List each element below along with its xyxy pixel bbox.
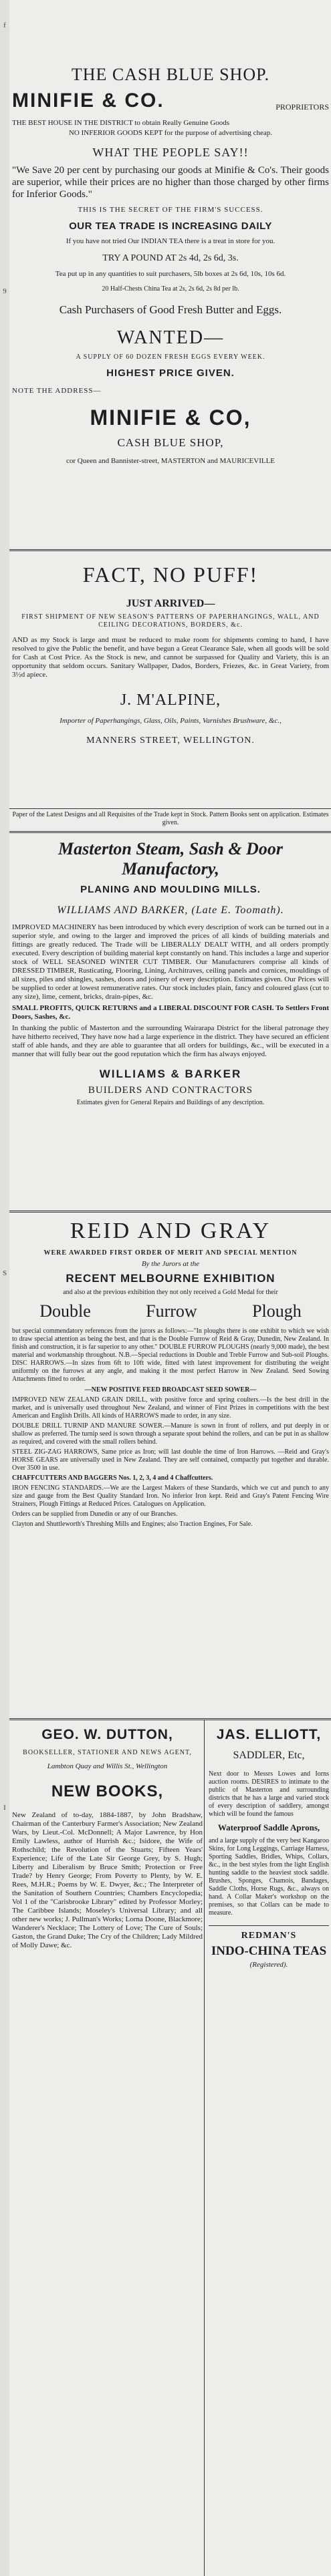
mills-line: PLANING AND MOULDING MILLS. — [80, 884, 261, 895]
trade-note: Paper of the Latest Designs and all Requisites of the Trade kept in Stock. Pattern Books sent on application. Estimates given. — [12, 811, 329, 826]
shop-name: CASH BLUE SHOP, — [117, 436, 224, 449]
ad-cash-blue-shop — [12, 64, 329, 466]
tea-brand: INDO-CHINA TEAS — [211, 1944, 327, 1958]
ad-williams-barker — [12, 839, 329, 1107]
ad-mcalpine-footer — [12, 811, 329, 827]
tea-heading: OUR TEA TRADE IS INCREASING DAILY — [69, 220, 272, 232]
product-line: Waterproof Saddle Aprons, — [217, 1822, 320, 1832]
ad-title: THE CASH BLUE SHOP. — [71, 65, 270, 84]
shop-address: cor Queen and Bannister-street, MASTERTON and MAURICEVILLE — [66, 457, 275, 465]
divider — [9, 808, 331, 809]
shop-address: MANNERS STREET, WELLINGTON. — [86, 736, 255, 746]
zigzag-paragraph: STEEL ZIG-ZAG HARROWS, Same price as Iron; will last double the time of Iron Harrows. —Reid and Gray's HORSE GEARS are universally used in New Zealand. They are self contained, compactly put together and durable. Over 3500 in use. — [12, 1448, 329, 1472]
ad-title: REID AND GRAY — [70, 1219, 271, 1243]
motto-line: SMALL PROFITS, QUICK RETURNS and a LIBERAL DISCOUNT FOR CASH. To Settlers Front Doors, Sashes, &c. — [12, 1004, 329, 1021]
orders-line: Orders can be supplied from Dunedin or any of our Branches. — [12, 1510, 178, 1518]
ad-body-2: In thanking the public of Masterton and the surrounding Wairarapa District for the liberal patronage they have hitherto received, They have now had a large experience in the district. They have secured an efficient staff of able hands, and they are able to guarantee that all orders for buildings, &c., will be executed in a manner that will fully bear out the good reputation which the firm has always enjoyed. — [12, 1024, 329, 1058]
ad-elliott — [209, 1726, 329, 1969]
pay-line: TRY A POUND AT 2s 4d, 2s 6d, 3s. — [102, 253, 239, 263]
wanted-heading: WANTED— — [116, 327, 225, 348]
ad-body: New Zealand of to-day, 1884-1887, by John Bradshaw, Chairman of the Canterbury Farmer's Association; New Zealand Wars, by Lieut.-Col. McDonnell; A Major Lawrence, by Hon Emily Lawless, author of Hurrish &c.; Isidore, the Wife of Rothschild; the Revolution of the Stuarts; Fifteen Years' Experience; Life of the Late Sir George Grey, by S. Hugh; Liberty and Liberalism by Bruce Smith; Protection or Free Trade? by Henry George; From Poverty to Plenty, by W. E. Rees, M.H.R.; Poems by W. E. Dwyer, &c.; The Interpreter of the Sanitation of Southern Countries; Chambers Encyclopedia; Vol 1 of the "Carisbrooke Library" edited by Professor Morley; The Caribbee Islands; Moseley's Universal Library; and all other new works; J. Pullman's Works; Lorna Doone, Blackmore; Wanderer's Necklace; The Lottery of Love; The Cure of Souls; Gaston, the Grand Duke; The Cry of the Children; Lady Mildred of Molly Dawe; &c. — [12, 1811, 203, 1949]
supply-line: A SUPPLY OF 60 DOZEN FRESH EGGS EVERY WEEK. — [76, 353, 265, 361]
ad-body: IMPROVED MACHINERY has been introduced by which every description of work can be turned out in a superior style, and owing to the larger and improved the prices of all kinds of building materials and fittings are greatly reduced. The Trade will be LIBERALLY DEALT WITH, and all orders promptly executed. Every description of building material kept constantly on hand. This includes a large and superior stock of WELL SEASONED WINTER CUT TIMBER. Our Manufacturers comprise all kinds of DRESSED TIMBER, Rusticating, Flooring, Lining, Architraves, ceiling panels and cornices, mouldings of all sizes, piles and shingles, sashes, doors and joinery of every description. Estimates given. Our Prices will be supplied to order at lowest remunerative rates. Our stock includes plain, fancy and coloured glass (cut to any size), lime, cement, bricks, drain-pipes, &c. — [12, 923, 329, 1001]
address-note: NOTE THE ADDRESS— — [12, 387, 102, 395]
tea-line: If you have not tried Our INDIAN TEA there is a treat in store for you. — [66, 237, 275, 245]
registered-mark: (Registered). — [249, 1961, 288, 1969]
product-word: Furrow — [146, 1301, 197, 1321]
ad-title: Masterton Steam, Sash & Door Manufactory, — [58, 839, 283, 878]
just-arrived: JUST ARRIVED— — [126, 598, 215, 609]
importer-line: Importer of Paperhangings, Glass, Oils, Paints, Varnishes Brushware, &c., — [60, 717, 282, 725]
firm-name: JAS. ELLIOTT, — [216, 1727, 322, 1742]
ad-body-2: and a large supply of the very best Kangaroo Skins, for Long Leggings, Carriage Harness, Sporting Saddles, Bridles, Whips, Collars, &c., in the best styles from the light English hunting saddle to the heaviest stock saddle. Brushes, Sponges, Chamois, Bandages, Saddle Cloths, Horse Rugs, &c., always on hand. A Collar Maker's workshop on the premises, so that Collars can be made to measure. — [209, 1837, 329, 1917]
product-word: Double — [39, 1301, 91, 1321]
trade-line: BOOKSELLER, STATIONER AND NEWS AGENT, — [23, 1749, 192, 1756]
product-line — [12, 1301, 329, 1322]
secret-line: THIS IS THE SECRET OF THE FIRM'S SUCCESS. — [78, 206, 263, 214]
ad-body: AND as my Stock is large and must be reduced to make room for shipments coming to hand, I have resolved to give the Public the benefit, and have begun a Great Clearance Sale, when all goods will be sold for Cash at Cost Price. As the Stock is new, and cannot be surpassed for Quality and Variety, this is an opportunity that seldom occurs. Sanitary Wallpaper, Dados, Borders, Friezes, &c. in Great Variety, from 3½d apiece. — [12, 636, 329, 679]
firm-name: MINIFIE & CO, — [90, 406, 251, 430]
divider — [209, 1925, 329, 1926]
chaffcutters-line: CHAFFCUTTERS AND BAGGERS Nos. 1, 2, 3, 4 and 4 Chaffcutters. — [12, 1474, 213, 1482]
manure-paragraph: DOUBLE DRILL TURNIP AND MANURE SOWER.—Manure is sown in front of rollers, and put deeply in or shallow as preferred. The turnip seed is sown through a separate spout behind the rollers, and can be put in as shallow as required, and covered with the small rollers behind. — [12, 1422, 329, 1446]
inferior-goods-line: NO INFERIOR GOODS KEPT for the purpose of advertising cheap. — [68, 129, 273, 137]
proprietors-label: PROPRIETORS — [275, 102, 329, 112]
ad-dutton — [12, 1726, 203, 1950]
divider — [9, 549, 331, 551]
half-chests-line: 20 Half-Chests China Tea at 2s, 2s 6d, 2s 8d per lb. — [102, 285, 239, 293]
divider — [9, 1718, 331, 1720]
ad-body: but special commendatory references from the jurors as follows:—"In ploughs there is one exhibit to which we wish to draw special attention as being the best, and that is the Double Furrow of Reid & Gray, Dunedin, New Zealand. In finish and construction, it is far superior to any other." DOUBLE FURROW PLOUGHS (nearly 9,000 made), the best material and workmanship throughout. N.B.—Special reductions in Double and Treble Furrow and Sub-soil Ploughs. DISC HARROWS.—In sizes from 6ft to 10ft wide, fitted with latest improvement for distributing the weight uniformly on the furrows at any angle, and making it the most perfect Harrow in New Zealand. Seed Sowing Attachments fitted to order. — [12, 1327, 329, 1383]
column-divider — [204, 1720, 205, 2576]
firm-tag-2: BUILDERS AND CONTRACTORS — [88, 1085, 253, 1096]
section-heading: NEW BOOKS, — [51, 1782, 164, 1800]
exhibition-line: RECENT MELBOURNE EXHIBITION — [66, 1272, 275, 1285]
awarded-line: WERE AWARDED FIRST ORDER OF MERIT AND SPECIAL MENTION — [43, 1249, 298, 1257]
edge-mark: S — [2, 1269, 7, 1277]
intro-line: and also at the previous exhibition they not only received a Gold Medal for their — [63, 1289, 278, 1296]
ad-reid-gray — [12, 1217, 329, 1528]
ad-mcalpine — [12, 561, 329, 747]
product-word: Plough — [252, 1301, 302, 1321]
firm-name: WILLIAMS AND BARKER, (Late E. Toomath). — [57, 905, 284, 916]
firm-name: GEO. W. DUTTON, — [41, 1727, 173, 1742]
firm-name: MINIFIE & CO. — [12, 90, 164, 112]
produce-line: Cash Purchasers of Good Fresh Butter and Eggs. — [59, 303, 282, 316]
section-heading: WHAT THE PEOPLE SAY!! — [92, 146, 249, 159]
divider — [9, 1211, 331, 1213]
edge-mark: 9 — [3, 287, 7, 295]
edge-mark: f — [3, 21, 6, 29]
agents-line: Clayton and Shuttleworth's Threshing Mills and Engines; also Traction Engines, For Sale. — [12, 1520, 253, 1528]
tea-quantities: Tea put up in any quantities to suit purchasers, 5lb boxes at 2s 6d, 10s, 10s 6d. — [55, 270, 286, 278]
fencing-paragraph: IRON FENCING STANDARDS.—We are the Largest Makers of these Standards, which we cut and punch to any size and gauge from the Best Quality Standard Iron. No inferior Iron kept. Reid and Gray's Patent Fencing Wire Strainers, Plough Fittings at Reduced Prices. Catalogues on Application. — [12, 1484, 329, 1508]
drill-paragraph: IMPROVED NEW ZEALAND GRAIN DRILL, with positive force and spring coulters.—Is the best drill in the market, and is universally used throughout New Zealand, and winner of First Prizes in competitions with the best American and English Drills. All kinds of HARROWS made to order, in any size. — [12, 1396, 329, 1420]
sower-line: —NEW POSITIVE FEED BROADCAST SEED SOWER— — [84, 1386, 257, 1394]
redman-label: REDMAN'S — [241, 1931, 297, 1941]
firm-name: J. M'ALPINE, — [120, 691, 221, 709]
customer-quote: "We Save 20 per cent by purchasing our goods at Minifie & Co's. Their goods are superior, while their prices are no higher than those charged by other firms for Inferior Goods." — [12, 165, 329, 200]
page-edge — [0, 0, 9, 2576]
divider — [9, 831, 331, 833]
ad-title: FACT, NO PUFF! — [82, 562, 259, 587]
edge-mark: I — [3, 1804, 6, 1812]
price-line: HIGHEST PRICE GIVEN. — [106, 367, 235, 379]
estimates-line: Estimates given for General Repairs and Buildings of any description. — [76, 1099, 265, 1106]
shipment-line: FIRST SHIPMENT OF NEW SEASON'S PATTERNS OF PAPERHANGINGS, WALL, AND CEILING DECORATIONS, BORDERS, &c. — [21, 613, 320, 629]
firm-tag: WILLIAMS & BARKER — [99, 1068, 242, 1080]
ad-body: Next door to Messrs Lowes and Iorns auction rooms. DESIRES to intimate to the public of Masterton and surrounding districts that he has a large and varied stock of every description of saddlery, amongst which will be found the famous — [209, 1770, 329, 1818]
best-house-line: THE BEST HOUSE IN THE DISTRICT to obtain Really Genuine Goods — [12, 119, 230, 127]
judges-line: By the Jurors at the — [141, 1260, 200, 1268]
shop-address: Lambton Quay and Willis St., Wellington — [47, 1762, 168, 1770]
trade-line: SADDLER, Etc, — [233, 1750, 305, 1761]
